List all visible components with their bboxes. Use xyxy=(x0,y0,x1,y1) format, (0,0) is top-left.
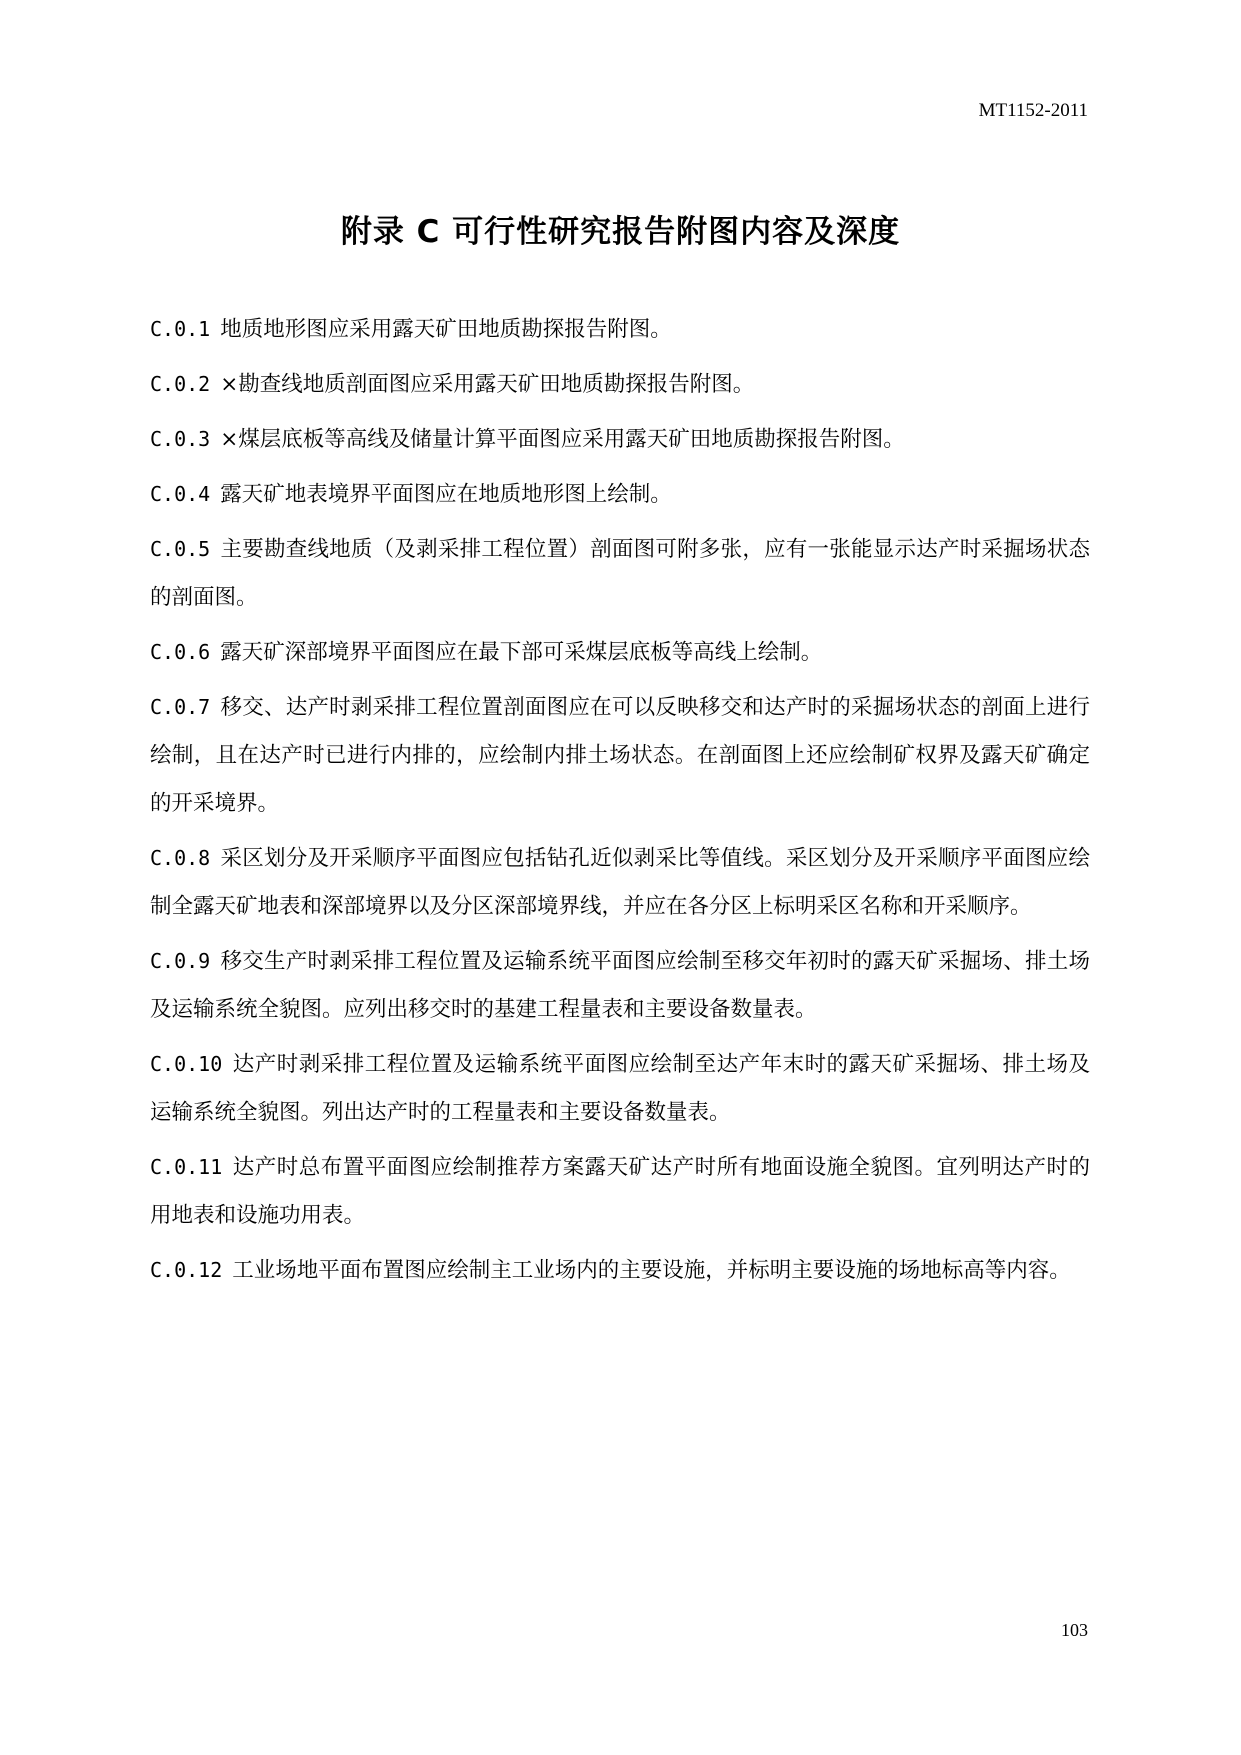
clause-c-0-2 xyxy=(150,360,1090,409)
document-code: MT1152-2011 xyxy=(978,100,1088,121)
clause-list xyxy=(150,305,1090,1301)
clause-text: 露天矿深部境界平面图应在最下部可采煤层底板等高线上绘制。 xyxy=(220,640,823,665)
clause-text: 采区划分及开采顺序平面图应包括钻孔近似剥采比等值线。采区划分及开采顺序平面图应绘制全露天矿地表和深部境界以及分区深部境界线，并应在各分区上标明采区名称和开采顺序。 xyxy=(150,846,1090,919)
clause-code: C.0.2 xyxy=(150,372,211,396)
clause-code: C.0.7 xyxy=(150,695,211,719)
clause-c-0-10 xyxy=(150,1040,1090,1137)
page-title: 附录 C 可行性研究报告附图内容及深度 xyxy=(340,214,901,250)
clause-text: 地质地形图应采用露天矿田地质勘探报告附图。 xyxy=(220,317,672,342)
clause-text: 移交生产时剥采排工程位置及运输系统平面图应绘制至移交年初时的露天矿采掘场、排土场及运输系统全貌图。应列出移交时的基建工程量表和主要设备数量表。 xyxy=(150,949,1090,1022)
clause-code: C.0.5 xyxy=(150,537,211,561)
clause-c-0-8 xyxy=(150,834,1090,931)
clause-text: ×煤层底板等高线及储量计算平面图应采用露天矿田地质勘探报告附图。 xyxy=(220,427,905,452)
clause-c-0-4 xyxy=(150,470,1090,519)
clause-text: 主要勘查线地质（及剥采排工程位置）剖面图可附多张，应有一张能显示达产时采掘场状态的剖面图。 xyxy=(150,537,1090,610)
clause-code: C.0.6 xyxy=(150,640,211,664)
clause-c-0-11 xyxy=(150,1143,1090,1240)
clause-c-0-7 xyxy=(150,683,1090,828)
clause-text: ×勘查线地质剖面图应采用露天矿田地质勘探报告附图。 xyxy=(220,372,755,397)
clause-c-0-5 xyxy=(150,525,1090,622)
clause-c-0-9 xyxy=(150,937,1090,1034)
clause-code: C.0.9 xyxy=(150,949,211,973)
clause-code: C.0.4 xyxy=(150,482,211,506)
clause-text: 达产时总布置平面图应绘制推荐方案露天矿达产时所有地面设施全貌图。宜列明达产时的用地表和设施功用表。 xyxy=(150,1155,1090,1228)
clause-text: 达产时剥采排工程位置及运输系统平面图应绘制至达产年末时的露天矿采掘场、排土场及运输系统全貌图。列出达产时的工程量表和主要设备数量表。 xyxy=(150,1052,1090,1125)
clause-c-0-6 xyxy=(150,628,1090,677)
clause-text: 工业场地平面布置图应绘制主工业场内的主要设施，并标明主要设施的场地标高等内容。 xyxy=(232,1258,1071,1283)
clause-c-0-1 xyxy=(150,305,1090,354)
clause-code: C.0.11 xyxy=(150,1155,223,1179)
clause-code: C.0.8 xyxy=(150,846,211,870)
clause-c-0-12 xyxy=(150,1246,1090,1295)
clause-code: C.0.10 xyxy=(150,1052,223,1076)
clause-code: C.0.12 xyxy=(150,1258,223,1282)
clause-code: C.0.1 xyxy=(150,317,211,341)
page-number: 103 xyxy=(1061,1620,1088,1640)
clause-text: 露天矿地表境界平面图应在地质地形图上绘制。 xyxy=(220,482,672,507)
clause-c-0-3 xyxy=(150,415,1090,464)
clause-code: C.0.3 xyxy=(150,427,211,451)
clause-text: 移交、达产时剥采排工程位置剖面图应在可以反映移交和达产时的采掘场状态的剖面上进行绘制，且在达产时已进行内排的，应绘制内排土场状态。在剖面图上还应绘制矿权界及露天矿确定的开采境界。 xyxy=(150,695,1090,816)
